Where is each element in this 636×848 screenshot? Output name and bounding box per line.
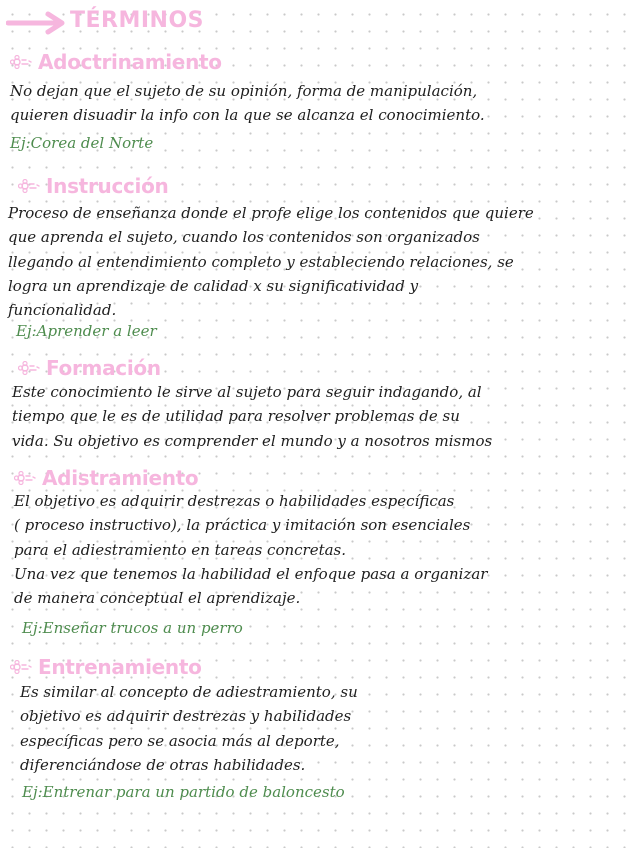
section-heading-label: Adoctrinamiento <box>38 50 222 74</box>
body-line: Proceso de enseñanza donde el profe elige los contenidos que quiere <box>8 204 534 222</box>
body-line: quieren disuadir la info con la que se alcanza el conocimiento. <box>10 106 485 125</box>
section-heading-label: Formación <box>46 356 161 380</box>
example-entrenamiento: Ej:Entrenar para un partido de baloncesto <box>22 783 345 801</box>
body-line: diferenciándose de otras habilidades. <box>20 755 306 774</box>
body-line: que aprenda el sujeto, cuando los contenidos son organizados <box>8 228 480 247</box>
body-line: funcionalidad. <box>8 301 117 320</box>
body-line: llegando al entendimiento completo y estableciendo relaciones, se <box>8 252 514 271</box>
example-adistramiento: Ej:Enseñar trucos a un perro <box>22 619 243 637</box>
body-line: logra un aprendizaje de calidad x su significatividad y <box>8 276 419 295</box>
body-line: El objetivo es adquirir destrezas o habilidades específicas <box>14 492 455 510</box>
page-title: TÉRMINOS <box>70 8 205 33</box>
section-heading-label: Entrenamiento <box>38 655 202 679</box>
section-heading-adistramiento <box>14 466 198 490</box>
body-line: específicas pero se asocia más al deporte, <box>20 731 340 750</box>
flower-doodle-icon <box>10 660 32 674</box>
section-body-adoctrinamiento <box>10 79 485 128</box>
body-line: para el adiestramiento en tareas concretas. <box>14 540 347 559</box>
body-line: Una vez que tenemos la habilidad el enfoque pasa a organizar <box>14 564 488 583</box>
flower-doodle-icon <box>18 361 40 375</box>
body-line: tiempo que le es de utilidad para resolver problemas de su <box>12 407 460 426</box>
section-heading-label: Adistramiento <box>42 466 199 490</box>
section-heading-formacion <box>18 356 161 380</box>
section-body-instruccion <box>8 201 534 322</box>
flower-doodle-icon <box>18 179 40 193</box>
body-line: vida. Su objetivo es comprender el mundo y a nosotros mismos <box>12 431 493 450</box>
section-heading-entrenamiento <box>10 655 202 679</box>
body-line: Este conocimiento le sirve al sujeto para seguir indagando, al <box>12 383 482 401</box>
section-body-adistramiento <box>14 489 487 610</box>
section-heading-adoctrinamiento <box>10 50 222 74</box>
section-heading-instruccion <box>18 174 169 198</box>
body-line: No dejan que el sujeto de su opinión, forma de manipulación, <box>10 82 478 100</box>
section-heading-label: Instrucción <box>46 174 169 198</box>
flower-doodle-icon <box>14 471 36 485</box>
body-line: Es similar al concepto de adiestramiento, su <box>20 683 358 701</box>
section-body-formacion <box>12 380 492 453</box>
section-body-entrenamiento <box>20 680 358 777</box>
body-line: objetivo es adquirir destrezas y habilidades <box>20 707 352 726</box>
body-line: ( proceso instructivo), la práctica y imitación son esenciales <box>14 516 471 535</box>
flower-doodle-icon <box>10 55 32 69</box>
example-instruccion: Ej:Aprender a leer <box>16 322 157 340</box>
body-line: de manera conceptual el aprendizaje. <box>14 589 301 608</box>
arrow-right-icon <box>6 10 68 36</box>
example-adoctrinamiento: Ej:Corea del Norte <box>10 134 154 152</box>
